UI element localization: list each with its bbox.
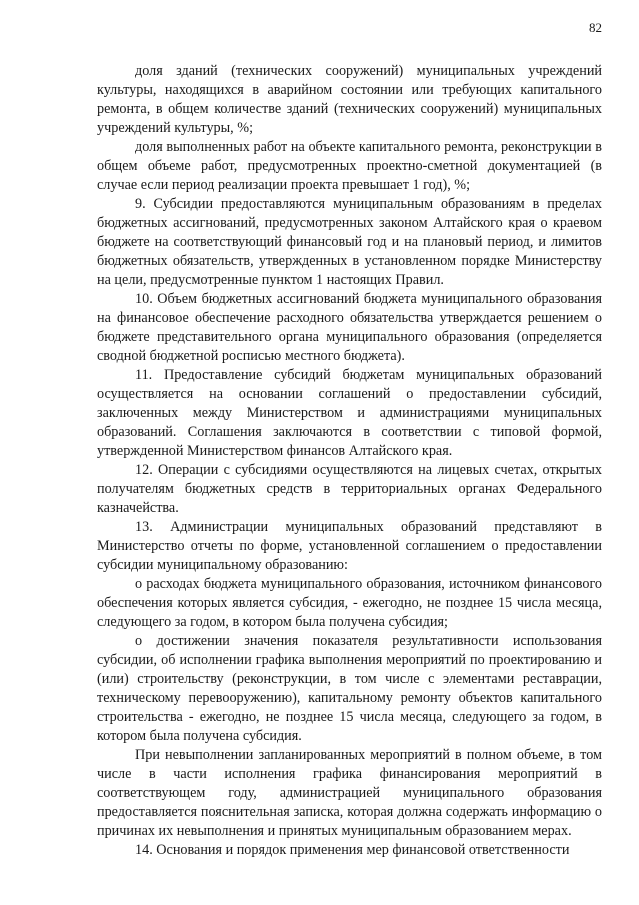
paragraph: 11. Предоставление субсидий бюджетам муниципальных образований осуществляется на основании соглашений о предоставлении субсидий, заключенных между Министерством и администрациями муниципальных образований. Соглашения заключаются в соответствии с типовой формой, утвержденной Министерством финансов Алтайского края. bbox=[97, 367, 602, 459]
paragraph: 12. Операции с субсидиями осуществляются на лицевых счетах, открытых получателям бюджетных средств в территориальных органах Федерального казначейства. bbox=[97, 462, 602, 516]
paragraph: о расходах бюджета муниципального образования, источником финансового обеспечения которых является субсидия, - ежегодно, не позднее 15 числа месяца, следующего за годом, в котором была получена субсидия; bbox=[97, 576, 602, 630]
document-body bbox=[97, 62, 602, 860]
paragraph: 10. Объем бюджетных ассигнований бюджета муниципального образования на финансовое обеспечение расходного обязательства утверждается решением о бюджете представительного органа муниципального образования (определяется сводной бюджетной росписью местного бюджета). bbox=[97, 291, 602, 364]
paragraph: 9. Субсидии предоставляются муниципальным образованиям в пределах бюджетных ассигнований, предусмотренных законом Алтайского края о краевом бюджете на соответствующий финансовый год и на плановый период, и лимитов бюджетных обязательств, утвержденных в установленном порядке Министерству на цели, предусмотренные пунктом 1 настоящих Правил. bbox=[97, 196, 602, 288]
paragraph: При невыполнении запланированных мероприятий в полном объеме, в том числе в части исполнения графика финансирования мероприятий в соответствующем году, администрацией муниципального образования предоставляется пояснительная записка, которая должна содержать информацию о причинах их невыполнения и принятых муниципальным образованием мерах. bbox=[97, 747, 602, 839]
paragraph: 14. Основания и порядок применения мер финансовой ответственности bbox=[135, 842, 570, 858]
paragraph: доля зданий (технических сооружений) муниципальных учреждений культуры, находящихся в аварийном состоянии или требующих капитального ремонта, в общем количестве зданий (технических сооружений) муниципальных учреждений культуры, %; bbox=[97, 63, 602, 136]
paragraph: 13. Администрации муниципальных образований представляют в Министерство отчеты по форме, установленной соглашением о предоставлении субсидии муниципальному образованию: bbox=[97, 519, 602, 573]
paragraph: доля выполненных работ на объекте капитального ремонта, реконструкции в общем объеме работ, предусмотренных проектно-сметной документацией (в случае если период реализации проекта превышает 1 год), %; bbox=[97, 139, 602, 193]
paragraph: о достижении значения показателя результативности использования субсидии, об исполнении графика выполнения мероприятий по проектированию и (или) строительству (реконструкции, в том числе с элементами реставрации, техническому перевооружению), капитальному ремонту объектов капитального строительства - ежегодно, не позднее 15 числа месяца, следующего за годом, в котором была получена субсидия. bbox=[97, 633, 602, 744]
page-number: 82 bbox=[589, 20, 602, 35]
